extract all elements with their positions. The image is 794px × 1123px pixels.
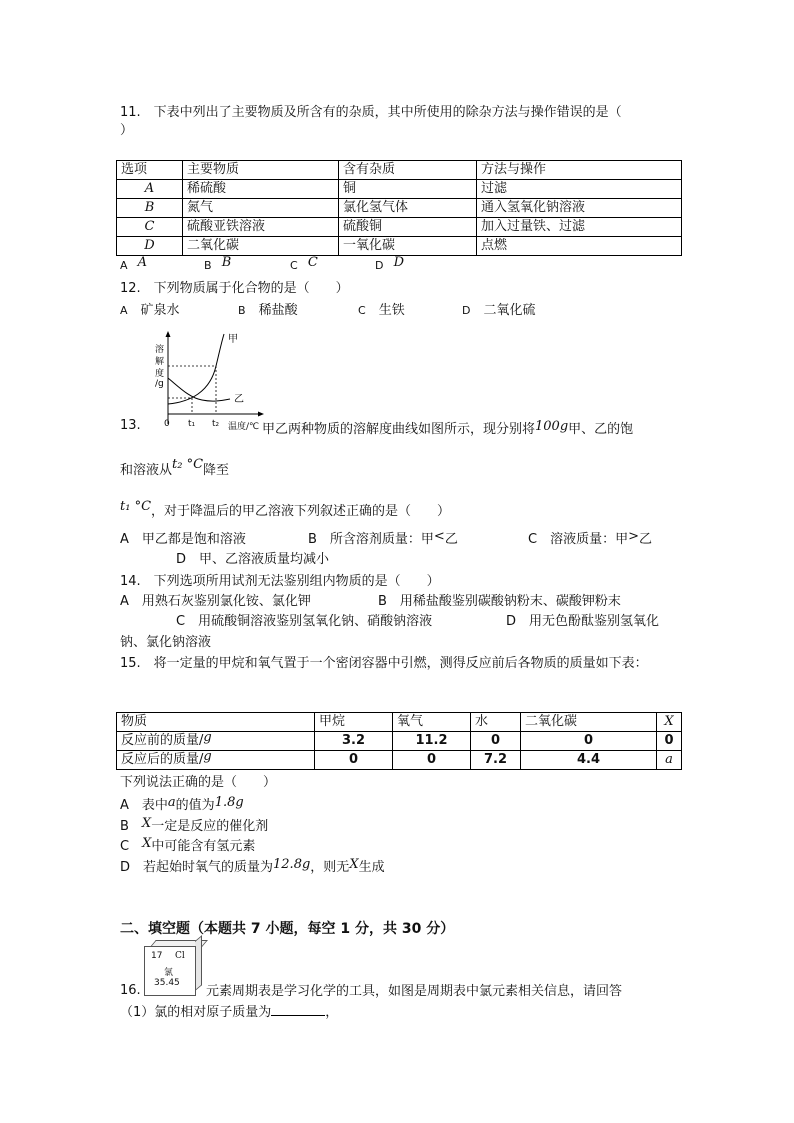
element-symbol: Cl — [175, 951, 185, 961]
q13-line3-post: ，对于降温后的甲乙溶液下列叙述正确的是（ ） — [151, 504, 451, 519]
option-text: C — [120, 839, 143, 854]
q11-option-b[interactable] — [204, 255, 232, 273]
option-text: 矿泉水 — [140, 303, 180, 318]
table-row — [117, 180, 682, 199]
row-label-text: 反应后的质量/ — [121, 752, 204, 767]
table-cell: 铜 — [339, 180, 477, 199]
q13-stem-part1: 甲乙两种物质的溶解度曲线如图所示，现分别将 — [262, 422, 536, 437]
q13-option-a[interactable]: A 甲乙都是饱和溶液 — [120, 532, 246, 547]
q13-stem-part2: 甲、乙的饱 — [568, 422, 634, 437]
q14-option-a[interactable]: A 用熟石灰鉴别氯化铵、氯化钾 — [120, 594, 311, 609]
option-key: D — [375, 259, 384, 272]
table-row — [117, 732, 682, 751]
table-header: 物质 — [117, 713, 315, 732]
q15-option-d[interactable] — [120, 856, 385, 875]
q15-option-c[interactable] — [120, 835, 255, 854]
table-cell: 过滤 — [477, 180, 682, 199]
q13-line2-post: 降至 — [203, 463, 230, 478]
q13-line2-pre: 和溶液从 — [120, 463, 173, 478]
q15-stem: 15. 将一定量的甲烷和氧气置于一个密闭容器中引燃，测得反应前后各物质的质量如下表： — [120, 656, 648, 671]
table-cell: 硫酸亚铁溶液 — [183, 218, 339, 237]
q12-option-c[interactable] — [358, 299, 405, 318]
q13-line2 — [120, 459, 229, 478]
row-label-text: 反应前的质量/ — [121, 733, 204, 748]
option-text: 乙 — [638, 532, 652, 547]
table-cell: 点燃 — [477, 237, 682, 256]
q14-option-b[interactable]: B 用稀盐酸鉴别碳酸钠粉末、碳酸钾粉末 — [378, 594, 621, 609]
table-header-row — [117, 161, 682, 180]
q16-sub1 — [120, 1001, 338, 1020]
table-cell: 11.2 — [393, 732, 471, 751]
table-header: 主要物质 — [183, 161, 339, 180]
variable-x: X — [141, 816, 152, 831]
q14-option-d-cont: 钠、氯化钠溶液 — [120, 635, 212, 650]
q11-option-c[interactable] — [290, 255, 318, 273]
option-text: C 溶液质量：甲 — [528, 532, 629, 547]
table-header: 二氧化碳 — [521, 713, 657, 732]
table-cell: A — [117, 180, 183, 199]
table-header: 含有杂质 — [339, 161, 477, 180]
table-cell: 0 — [657, 732, 682, 751]
tile-front-face — [144, 946, 196, 996]
option-value: 12.8g — [273, 857, 311, 872]
q15-table — [116, 712, 682, 770]
table-row — [117, 237, 682, 256]
less-than-sign: < — [433, 529, 445, 544]
option-text: A 表中 — [120, 798, 168, 813]
q15-option-b[interactable] — [120, 815, 268, 834]
option-key: D — [462, 304, 471, 317]
table-cell: 3.2 — [315, 732, 393, 751]
q13-option-d[interactable]: D 甲、乙溶液质量均减小 — [176, 552, 330, 567]
q16-stem: 元素周期表是学习化学的工具，如图是周期表中氯元素相关信息，请回答 — [206, 984, 623, 999]
sub-question-text: （1）氯的相对原子质量为 — [120, 1005, 272, 1020]
table-row — [117, 199, 682, 218]
table-header-row — [117, 713, 682, 732]
solubility-graph — [150, 328, 268, 432]
q12-option-b[interactable] — [238, 299, 298, 318]
option-value: 1.8g — [214, 795, 244, 810]
table-cell: B — [117, 199, 183, 218]
option-text: 生铁 — [378, 303, 405, 318]
option-text: ，则无 — [310, 860, 350, 875]
element-tile — [144, 940, 204, 996]
table-row-label — [117, 732, 315, 751]
table-cell: 氮气 — [183, 199, 339, 218]
table-cell: 稀硫酸 — [183, 180, 339, 199]
table-cell: 0 — [315, 751, 393, 770]
unit: g — [203, 749, 212, 764]
option-value: C — [307, 255, 318, 270]
graph-t2-label: t₂ — [212, 419, 220, 429]
section-title: 二、填空题（本题共 7 小题，每空 1 分，共 30 分） — [120, 921, 455, 937]
q11-stem: 11. 下表中列出了主要物质及所含有的杂质，其中所使用的除杂方法与操作错误的是（ — [120, 105, 622, 120]
option-key: C — [358, 304, 366, 317]
unit: g — [203, 730, 212, 745]
graph-x-label: 温度/℃ — [228, 422, 260, 432]
table-header: 氧气 — [393, 713, 471, 732]
tile-side-face — [195, 935, 202, 991]
option-value: B — [221, 255, 232, 270]
y-axis-arrow — [166, 331, 171, 337]
q13-line3 — [120, 500, 450, 519]
option-key: A — [120, 259, 128, 272]
table-header: 水 — [471, 713, 521, 732]
option-text: 的值为 — [175, 798, 215, 813]
option-key: B — [238, 304, 246, 317]
variable-x: X — [142, 836, 152, 851]
table-cell: 7.2 — [471, 751, 521, 770]
curve-jia — [168, 334, 224, 404]
sub-question-end: ， — [325, 1005, 339, 1020]
q12-option-a[interactable] — [120, 299, 180, 318]
q13-option-b[interactable] — [308, 528, 458, 547]
atomic-number: 17 — [151, 951, 163, 961]
option-text: B — [120, 819, 142, 834]
element-name: 氯 — [164, 968, 174, 978]
q13-mass: 100g — [535, 419, 569, 434]
option-text: 中可能含有氢元素 — [151, 839, 256, 854]
variable-x: X — [349, 857, 359, 872]
q11-option-d[interactable] — [375, 255, 405, 273]
option-text: 二氧化硫 — [483, 303, 536, 318]
option-key: B — [204, 259, 212, 272]
table-cell: D — [117, 237, 183, 256]
option-value: A — [137, 255, 148, 270]
table-cell: 0 — [521, 732, 657, 751]
atomic-mass: 35.45 — [154, 978, 180, 988]
option-value: D — [393, 255, 405, 270]
option-key: A — [120, 304, 128, 317]
graph-t1-label: t₁ — [188, 419, 196, 429]
option-text: 乙 — [444, 532, 458, 547]
q11-option-a[interactable] — [120, 255, 148, 273]
table-cell: 0 — [471, 732, 521, 751]
q11-table — [116, 160, 682, 256]
table-cell: 4.4 — [521, 751, 657, 770]
q13-t2: t₂ °C — [172, 457, 204, 472]
table-header: X — [657, 713, 682, 732]
table-header: 选项 — [117, 161, 183, 180]
answer-blank[interactable] — [271, 1003, 325, 1016]
option-text: 稀盐酸 — [258, 303, 298, 318]
table-header: 方法与操作 — [477, 161, 682, 180]
curve-yi-label: 乙 — [234, 394, 244, 405]
option-text: B 所含溶剂质量：甲 — [308, 532, 434, 547]
table-cell: 二氧化碳 — [183, 237, 339, 256]
table-cell: 氯化氢气体 — [339, 199, 477, 218]
q15-after: 下列说法正确的是（ ） — [120, 775, 277, 790]
table-cell: 硫酸铜 — [339, 218, 477, 237]
q13-option-c[interactable] — [528, 528, 652, 547]
curve-jia-label: 甲 — [228, 334, 238, 345]
table-row — [117, 218, 682, 237]
q16-number: 16. — [120, 983, 141, 998]
option-text: 生成 — [358, 860, 385, 875]
greater-than-sign: > — [628, 529, 639, 544]
table-cell: 通入氢氧化钠溶液 — [477, 199, 682, 218]
graph-origin-label: 0 — [164, 419, 170, 429]
q14-option-d[interactable]: D 用无色酚酞鉴别氢氧化 — [506, 614, 660, 629]
q12-option-d[interactable] — [462, 299, 536, 318]
q13-t1: t₁ °C — [120, 499, 152, 514]
table-row — [117, 751, 682, 770]
table-cell: C — [117, 218, 183, 237]
q11-stem-end: ） — [120, 123, 134, 138]
table-cell: 0 — [393, 751, 471, 770]
y-label-1: 溶 — [155, 345, 165, 355]
x-axis-arrow — [258, 412, 264, 417]
variable-a: a — [167, 795, 176, 810]
q14-stem: 14. 下列选项所用试剂无法鉴别组内物质的是（ ） — [120, 574, 440, 589]
table-row-label — [117, 751, 315, 770]
q15-option-a[interactable] — [120, 794, 244, 813]
y-label-2: 解 — [155, 357, 165, 367]
q12-stem: 12. 下列物质属于化合物的是（ ） — [120, 281, 349, 296]
table-cell: 一氧化碳 — [339, 237, 477, 256]
option-text: D 若起始时氧气的质量为 — [120, 860, 274, 875]
q13-stem — [262, 418, 633, 437]
y-label-3: 度 — [155, 369, 165, 379]
table-cell: a — [657, 751, 682, 770]
table-header: 甲烷 — [315, 713, 393, 732]
q14-option-c[interactable]: C 用硫酸铜溶液鉴别氢氧化钠、硝酸钠溶液 — [176, 614, 433, 629]
option-key: C — [290, 259, 298, 272]
q13-number: 13. — [120, 418, 141, 433]
y-label-4: /g — [155, 379, 164, 389]
table-cell: 加入过量铁、过滤 — [477, 218, 682, 237]
option-text: 一定是反应的催化剂 — [151, 819, 269, 834]
